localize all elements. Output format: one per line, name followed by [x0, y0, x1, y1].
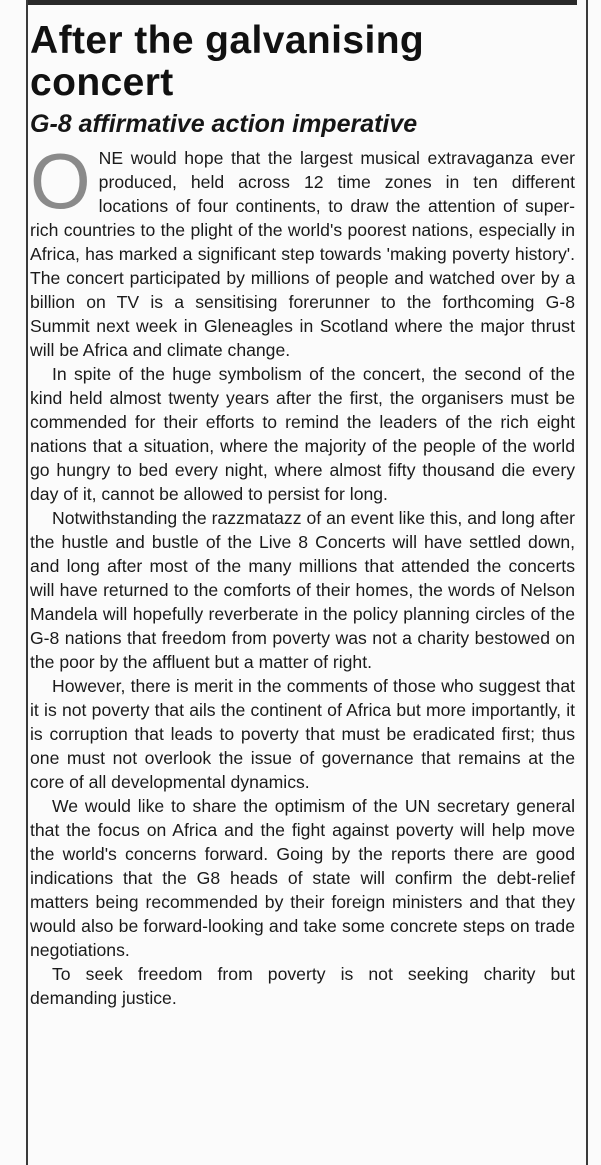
article-paragraph-3: Notwithstanding the razzmatazz of an event like this, and long after the hustle and bustle of the Live 8 Concerts will have settled down, and long after most of the many millions that attended the concerts will have returned to the comforts of their homes, the words of Nelson Mandela will hopefully reverberate in the policy planning circles of the G-8 nations that freedom from poverty was not a charity bestowed on the poor by the affluent but a matter of right.: [30, 508, 575, 672]
article-subheadline: G-8 affirmative action imperative: [30, 110, 418, 138]
article-body: [30, 137, 575, 1010]
article-paragraph-2: In spite of the huge symbolism of the concert, the second of the kind held almost twenty years after the first, the organisers must be commended for their efforts to remind the leaders of the rich eight nations that a situation, where the majority of the people of the world go hungry to bed every night, where almost fifty thousand die every day of it, cannot be allowed to persist for long.: [30, 364, 575, 504]
article-headline: After the galvanising concert: [30, 19, 425, 104]
top-border-rule: [26, 0, 577, 5]
article-paragraph-4: However, there is merit in the comments of those who suggest that it is not poverty that ails the continent of Africa but more importantly, it is corruption that leads to poverty that must be eradicated first; thus one must not overlook the issue of governance that remains at the core of all developmental dynamics.: [30, 676, 575, 792]
drop-cap: O: [30, 137, 91, 225]
left-column-rule: [26, 0, 28, 1165]
article-paragraph-1-text: NE would hope that the largest musical extravaganza ever produced, held across 12 time zones in ten different locations of four continents, to draw the attention of super-rich countries to the plight of the world's poorest nations, especially in Africa, has marked a significant step towards 'making poverty history'. The concert participated by millions of people and watched over by a billion on TV is a sensitising forerunner to the forthcoming G-8 Summit next week in Gleneagles in Scotland where the major thrust will be Africa and climate change.: [30, 148, 575, 360]
editorial-article: [30, 20, 575, 1010]
right-column-rule: [586, 0, 588, 1165]
article-paragraph-1: [30, 137, 575, 362]
article-paragraph-6: To seek freedom from poverty is not seeking charity but demanding justice.: [30, 964, 575, 1008]
article-paragraph-5: We would like to share the optimism of the UN secretary general that the focus on Africa and the fight against poverty will help move the world's concerns forward. Going by the reports there are good indications that the G8 heads of state will confirm the debt-relief matters being recommended by their foreign ministers and that they would also be forward-looking and take some concrete steps on trade negotiations.: [30, 796, 575, 960]
